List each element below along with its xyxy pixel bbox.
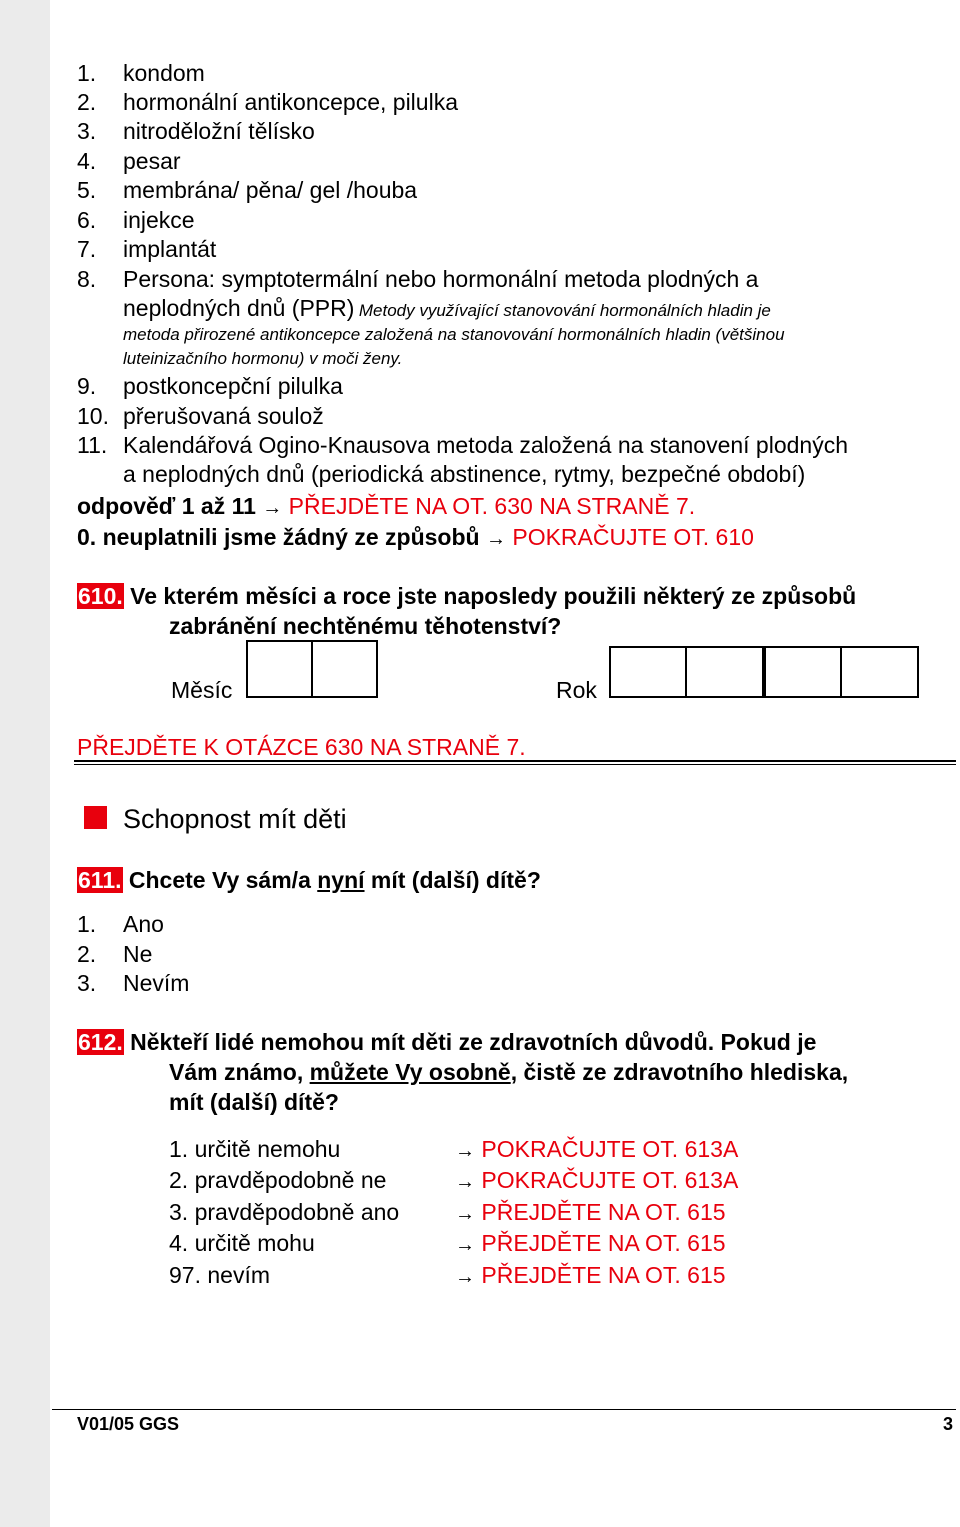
question-text-emphasis: můžete Vy osobně	[309, 1059, 511, 1085]
option-note: Metody využívající stanovování hormonálních hladin je	[358, 301, 771, 320]
question-text: mít (další) dítě?	[370, 867, 541, 893]
question-text: , čistě ze zdravotního hlediska,	[510, 1059, 849, 1085]
instruction-text: PŘEJDĚTE NA OT. 615	[481, 1230, 726, 1256]
instruction-text: PŘEJDĚTE NA OT. 615	[481, 1262, 726, 1288]
option-number: 1.	[77, 60, 97, 86]
option-label: hormonální antikoncepce, pilulka	[123, 89, 458, 115]
section-marker-icon	[84, 806, 107, 829]
option-number: 3.	[77, 118, 97, 144]
question-612-line1	[77, 1028, 816, 1057]
option-number: 10.	[77, 403, 109, 429]
option-label: pesar	[123, 148, 181, 174]
question-text: mít (další) dítě?	[169, 1089, 339, 1115]
month-digit-box[interactable]	[246, 640, 313, 698]
arrow-right-icon: →	[455, 1171, 475, 1193]
question-text: zabránění nechtěnému těhotenství?	[169, 613, 562, 639]
year-digit-box[interactable]	[763, 646, 842, 698]
option-label: 2. pravděpodobně ne	[169, 1167, 387, 1193]
footer-doc-id: V01/05 GGS	[77, 1414, 180, 1434]
option-number: 11.	[77, 432, 108, 458]
month-digit-box[interactable]	[311, 640, 378, 698]
month-label: Měsíc	[171, 677, 233, 703]
page-gutter	[0, 0, 50, 1527]
question-number: 612.	[78, 1029, 123, 1055]
arrow-right-icon: →	[455, 1266, 475, 1288]
option-skip	[455, 1198, 726, 1229]
option-label: membrána/ pěna/ gel /houba	[123, 177, 418, 203]
question-text: Vám známo,	[169, 1059, 304, 1085]
option-label: Nevím	[123, 970, 190, 996]
instruction-label: odpověď 1 až 11	[77, 493, 256, 519]
option-label: Ne	[123, 941, 153, 967]
option-number: 8.	[77, 266, 97, 292]
question-text: Chcete Vy sám/a	[128, 867, 311, 893]
question-text-emphasis: nyní	[317, 867, 365, 893]
option-number: 2.	[77, 941, 97, 967]
option-number: 3.	[77, 970, 97, 996]
instruction-text: POKRAČUJTE OT. 610	[512, 524, 754, 550]
arrow-right-icon: →	[455, 1203, 475, 1225]
option-note: metoda přirozené antikoncepce založená na stanovování hormonálních hladin (většinou	[123, 325, 785, 344]
option-label: neplodných dnů (PPR)	[123, 295, 355, 321]
question-number: 610.	[78, 583, 123, 609]
arrow-right-icon: →	[262, 497, 283, 519]
question-610-line1	[77, 582, 856, 611]
option-label: Kalendářová Ogino-Knausova metoda založená na stanovení plodných	[123, 432, 848, 458]
option-number: 6.	[77, 207, 97, 233]
year-digit-box[interactable]	[840, 646, 919, 698]
footer-divider	[52, 1409, 956, 1410]
option-number: 4.	[77, 148, 97, 174]
option-label: kondom	[123, 60, 205, 86]
year-digit-box[interactable]	[609, 646, 687, 698]
option-number: 5.	[77, 177, 97, 203]
option-label: 4. určitě mohu	[169, 1230, 315, 1256]
option-label: implantát	[123, 236, 217, 262]
instruction-text: POKRAČUJTE OT. 613A	[481, 1167, 739, 1193]
instruction-text: PŘEJDĚTE NA OT. 630 NA STRANĚ 7.	[288, 493, 696, 519]
option-label: 1. určitě nemohu	[169, 1136, 341, 1162]
option-number: 7.	[77, 236, 97, 262]
option-label: přerušovaná soulož	[123, 403, 324, 429]
option-skip	[455, 1261, 726, 1292]
arrow-right-icon: →	[485, 528, 506, 550]
year-digit-box[interactable]	[685, 646, 764, 698]
option-label: postkoncepční pilulka	[123, 373, 343, 399]
instruction-label: 0. neuplatnili jsme žádný ze způsobů	[77, 524, 480, 550]
option-label: injekce	[123, 207, 195, 233]
section-divider	[74, 764, 956, 765]
page-number: 3	[942, 1414, 953, 1434]
option-label: 97. nevím	[169, 1262, 270, 1288]
skip-instruction-1	[77, 492, 695, 523]
option-note: luteinizačního hormonu) v moči ženy.	[123, 349, 403, 368]
option-label: nitroděložní tělísko	[123, 118, 315, 144]
option-skip	[455, 1229, 726, 1260]
section-divider	[74, 760, 956, 762]
skip-instruction-610: PŘEJDĚTE K OTÁZCE 630 NA STRANĚ 7.	[77, 734, 526, 760]
question-611	[77, 866, 541, 895]
option-skip	[455, 1166, 738, 1197]
question-text: Někteří lidé nemohou mít děti ze zdravotních důvodů. Pokud je	[130, 1029, 817, 1055]
option-8-line2	[123, 294, 771, 323]
option-number: 9.	[77, 373, 97, 399]
section-title: Schopnost mít děti	[123, 804, 347, 834]
year-label: Rok	[556, 677, 597, 703]
question-text: Ve kterém měsíci a roce jste naposledy použili některý ze způsobů	[130, 583, 857, 609]
arrow-right-icon: →	[455, 1234, 475, 1256]
arrow-right-icon: →	[455, 1140, 475, 1162]
skip-instruction-0	[77, 523, 754, 554]
option-number: 2.	[77, 89, 97, 115]
question-number: 611.	[78, 867, 122, 893]
option-label: Ano	[123, 911, 164, 937]
option-label: Persona: symptotermální nebo hormonální metoda plodných a	[123, 266, 759, 292]
option-number: 1.	[77, 911, 97, 937]
instruction-text: POKRAČUJTE OT. 613A	[481, 1136, 739, 1162]
option-skip	[455, 1135, 738, 1166]
option-label: 3. pravděpodobně ano	[169, 1199, 400, 1225]
question-612-line2	[169, 1058, 848, 1087]
instruction-text: PŘEJDĚTE NA OT. 615	[481, 1199, 726, 1225]
option-label: a neplodných dnů (periodická abstinence, rytmy, bezpečné období)	[123, 461, 806, 487]
